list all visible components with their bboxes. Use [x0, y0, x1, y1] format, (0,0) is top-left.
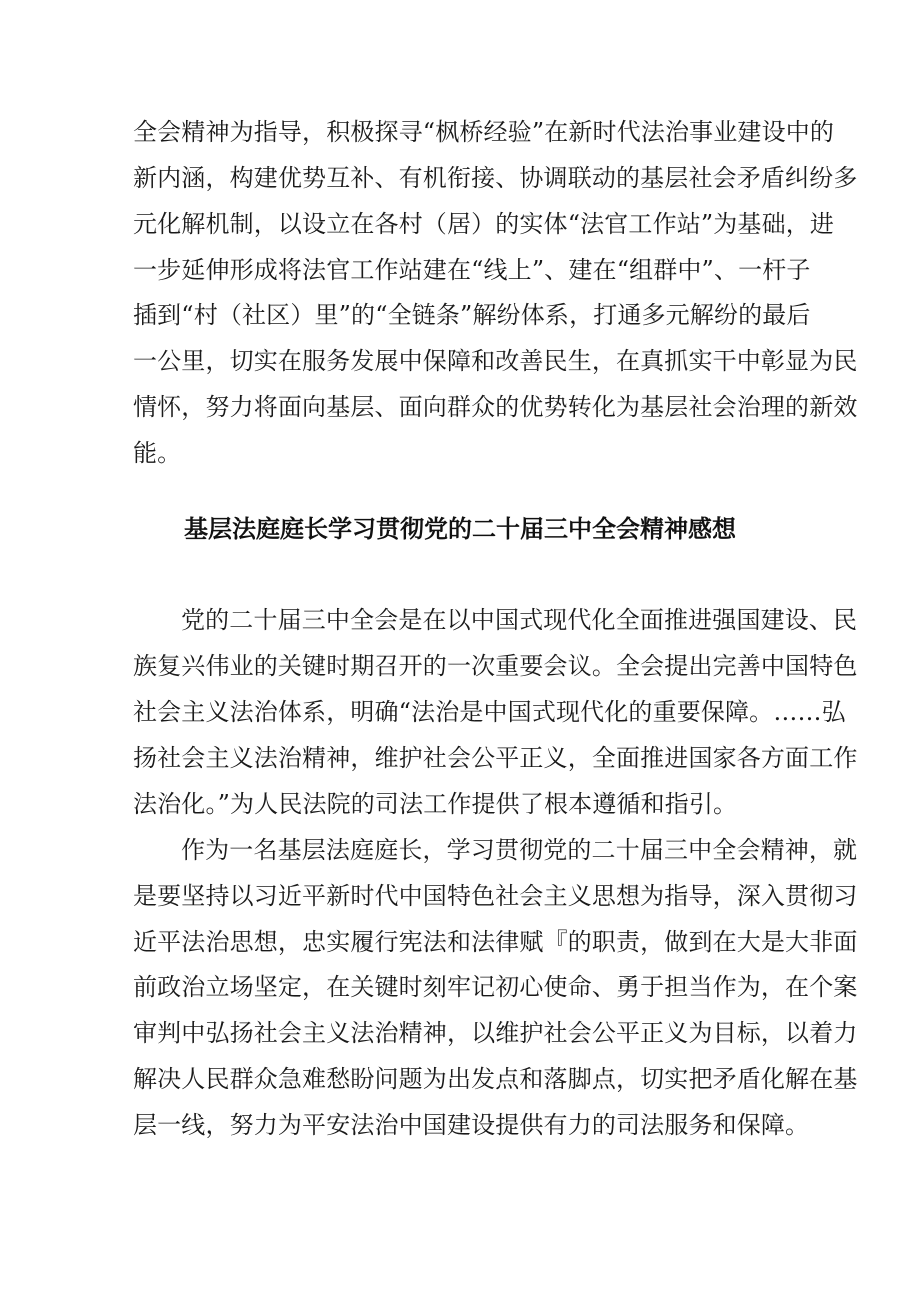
paragraph-line: 解决人民群众急难愁盼问题为出发点和落脚点，切实把矛盾化解在基: [133, 1065, 858, 1093]
paragraph-line: 社会主义法治体系，明确“法治是中国式现代化的重要保障。……弘: [133, 698, 846, 726]
paragraph-line: 元化解机制，以设立在各村（居）的实体“法官工作站”为基础，进: [133, 210, 835, 238]
paragraph-line: 作为一名基层法庭庭长，学习贯彻党的二十届三中全会精神，就: [181, 836, 858, 864]
paragraph-line: 插到“村（社区）里”的“全链条”解纷体系，打通多元解纷的最后: [133, 301, 811, 329]
paragraph-line: 能。: [133, 439, 182, 467]
paragraph-line: 一步延伸形成将法官工作站建在“线上”、建在“组群中”、一杆子: [133, 256, 811, 284]
paragraph-line: 层一线，努力为平安法治中国建设提供有力的司法服务和保障。: [133, 1111, 810, 1139]
paragraph-line: 审判中弘扬社会主义法治精神，以维护社会公平正义为目标，以着力: [133, 1019, 858, 1047]
paragraph-line: 全会精神为指导，积极探寻“枫桥经验”在新时代法治事业建设中的: [133, 118, 835, 146]
paragraph-line: 是要坚持以习近平新时代中国特色社会主义思想为指导，深入贯彻习: [133, 882, 858, 910]
paragraph-line: 新内涵，构建优势互补、有机衔接、协调联动的基层社会矛盾纠纷多: [133, 164, 858, 192]
section-heading: 基层法庭庭长学习贯彻党的二十届三中全会精神感想: [184, 515, 736, 543]
paragraph-line: 扬社会主义法治精神，维护社会公平正义，全面推进国家各方面工作: [133, 744, 858, 772]
paragraph-line: 一公里，切实在服务发展中保障和改善民生，在真抓实干中彰显为民: [133, 347, 858, 375]
paragraph-line: 近平法治思想，忠实履行宪法和法律赋『的职责，做到在大是大非面: [133, 928, 858, 956]
paragraph-line: 法治化。”为人民法院的司法工作提供了根本遵循和指引。: [133, 790, 738, 818]
paragraph-line: 前政治立场坚定，在关键时刻牢记初心使命、勇于担当作为，在个案: [133, 973, 858, 1001]
paragraph-line: 族复兴伟业的关键时期召开的一次重要会议。全会提出完善中国特色: [133, 652, 858, 680]
paragraph-line: 党的二十届三中全会是在以中国式现代化全面推进强国建设、民: [181, 606, 858, 634]
paragraph-line: 情怀，努力将面向基层、面向群众的优势转化为基层社会治理的新效: [133, 393, 858, 421]
